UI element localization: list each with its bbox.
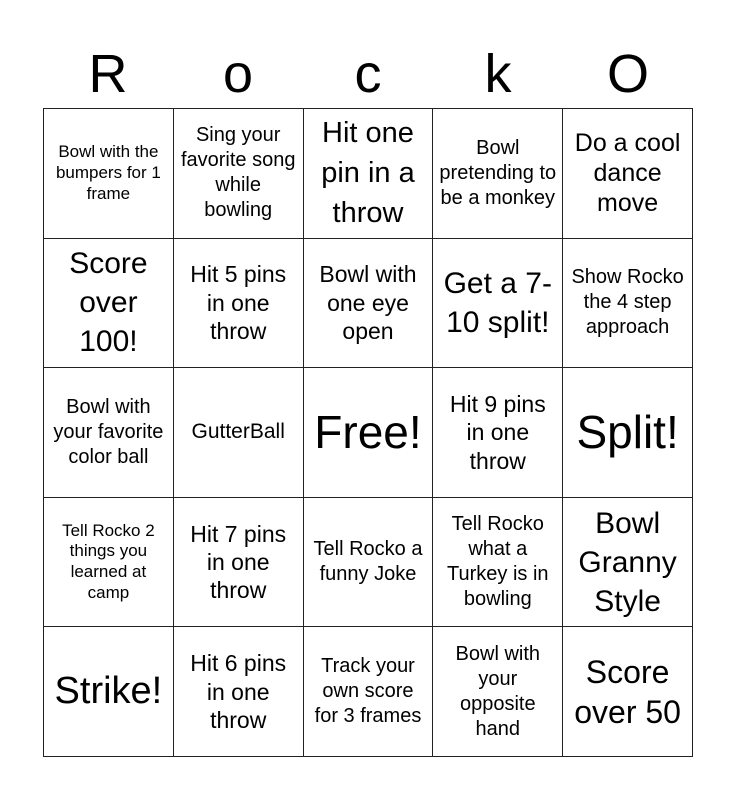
cell-text: Bowl with your opposite hand [455, 642, 541, 740]
cell-text: Bowl Granny Style [578, 506, 677, 618]
bingo-cell-r5c5 [563, 627, 693, 757]
cell-text: Track your own score for 3 frames [314, 655, 422, 728]
cell-text: Tell Rocko 2 things you learned at camp [62, 520, 155, 602]
cell-text: Score over 100! [69, 247, 148, 359]
cell-text: Show Rocko the 4 step approach [571, 266, 684, 339]
cell-text: Get a 7-10 split! [443, 266, 552, 339]
bingo-cell-r5c2 [174, 627, 304, 757]
bingo-cell-r2c2 [174, 239, 304, 369]
bingo-cell-r3c5 [563, 368, 693, 498]
header-letter-5: O [606, 44, 649, 104]
cell-text: Hit 5 pins in one throw [190, 261, 287, 345]
cell-text: Strike! [54, 669, 163, 712]
bingo-cell-r5c1 [44, 627, 174, 757]
cell-text: Hit 9 pins in one throw [449, 391, 546, 474]
header-letter-1: R [88, 44, 128, 104]
bingo-cell-r5c4 [433, 627, 563, 757]
bingo-board [43, 108, 693, 757]
header-letter-3: c [354, 44, 382, 104]
header-letter-4: k [484, 44, 512, 104]
bingo-cell-r1c4 [433, 109, 563, 239]
bingo-cell-r3c1 [44, 368, 174, 498]
cell-text: Tell Rocko a funny Joke [313, 538, 423, 586]
bingo-cell-r2c3 [304, 239, 434, 369]
cell-text: GutterBall [191, 420, 285, 444]
bingo-cell-r3c2 [174, 368, 304, 498]
cell-text: Tell Rocko what a Turkey is in bowling [447, 513, 549, 611]
bingo-cell-r4c5 [563, 498, 693, 628]
cell-text: Split! [576, 406, 679, 459]
cell-text: Sing your favorite song while bowling [180, 124, 296, 222]
header-letter-2: o [222, 44, 254, 104]
bingo-cell-r4c1 [44, 498, 174, 628]
cell-text: Bowl with your favorite color ball [53, 395, 164, 468]
bingo-cell-r4c3 [304, 498, 434, 628]
cell-text: Bowl with one eye open [319, 261, 417, 345]
bingo-cell-r2c1 [44, 239, 174, 369]
cell-text: Free! [314, 406, 422, 459]
bingo-cell-r4c2 [174, 498, 304, 628]
bingo-cell-r2c4 [433, 239, 563, 369]
bingo-cell-r1c3 [304, 109, 434, 239]
cell-text: Hit 6 pins in one throw [190, 650, 287, 733]
bingo-cell-free [304, 368, 434, 498]
cell-text: Bowl pretending to be a monkey [439, 136, 557, 209]
cell-text: Hit 7 pins in one throw [190, 520, 287, 604]
bingo-cell-r3c4 [433, 368, 563, 498]
cell-text: Do a cool dance move [574, 129, 681, 218]
cell-text: Score over 50 [574, 653, 681, 730]
bingo-cell-r1c5 [563, 109, 693, 239]
cell-text: Bowl with the bumpers for 1 frame [55, 142, 161, 203]
bingo-cell-r1c1 [44, 109, 174, 239]
bingo-header [43, 40, 693, 108]
cell-text: Hit one pin in a throw [321, 117, 415, 230]
bingo-cell-r4c4 [433, 498, 563, 628]
bingo-cell-r2c5 [563, 239, 693, 369]
bingo-cell-r5c3 [304, 627, 434, 757]
bingo-cell-r1c2 [174, 109, 304, 239]
